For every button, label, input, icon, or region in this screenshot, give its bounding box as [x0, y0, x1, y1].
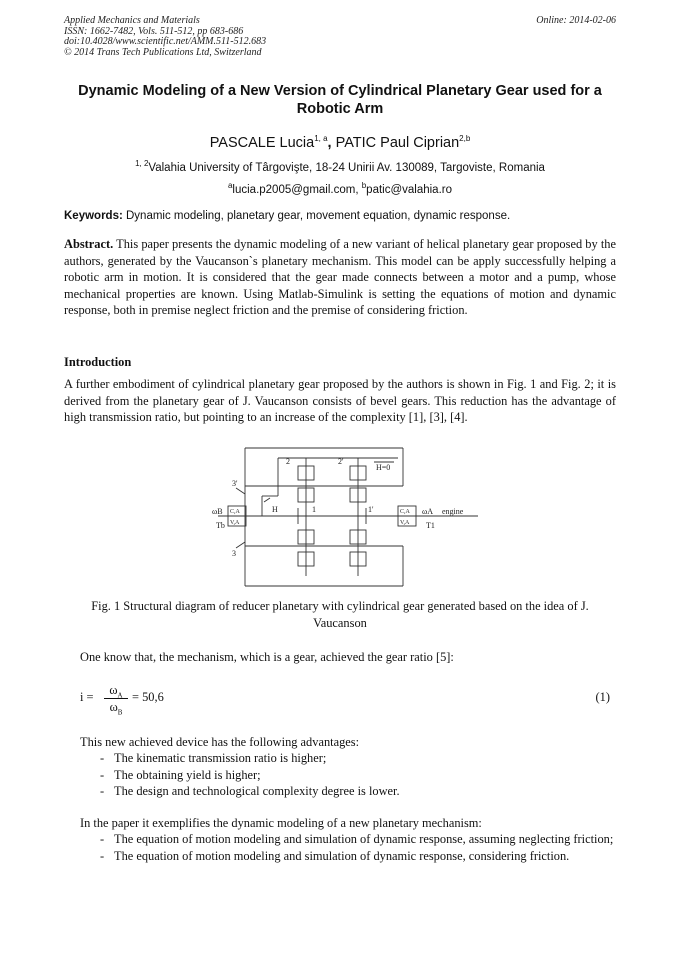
figure-1-diagram: [198, 436, 488, 594]
affiliation: [64, 157, 616, 175]
equation-num-symbol: ω: [109, 683, 118, 697]
equation-lhs: i =: [80, 690, 94, 704]
section-heading-introduction: Introduction: [64, 355, 132, 369]
journal-issn: ISSN: 1662-7482, Vols. 511-512, pp 683-686: [64, 25, 244, 37]
equation-number: (1): [595, 690, 610, 704]
equation-fraction: [104, 682, 128, 715]
fig-label-wb: ωB: [212, 507, 223, 516]
equation-den-sub: B: [117, 708, 123, 717]
equation-num-sub: A: [117, 691, 123, 700]
fig-label-2p: 2': [338, 457, 344, 466]
email-b-sup: b: [361, 181, 367, 190]
list-item: - The obtaining yield is higher;: [100, 767, 616, 784]
figure-1-caption: Fig. 1 Structural diagram of reducer planetary with cylindrical gear generated based on the idea of J. Vaucanson: [91, 599, 589, 630]
fig-label-3p: 3': [232, 479, 238, 488]
fig-label-engine: engine: [442, 507, 464, 516]
affiliation-sup: 1, 2: [135, 159, 149, 168]
author-2-sup: 2,b: [459, 134, 471, 143]
email-a-sup: a: [227, 181, 233, 190]
abstract-text: This paper presents the dynamic modeling of a new variant of helical planetary gear proposed by the authors, generated by the Vaucanson`s planetary mechanism. This model can be apply successfully helping a robotic arm in motion. It is considered that the gear made connects between a motor and a pump, whose mechanical properties are known. Using Matlab-Simulink is setting the equations of motion and dynamic response, both in premise neglect friction and the premise of considering friction.: [64, 237, 616, 318]
equation-1: [80, 682, 616, 718]
fig-label-3: 3: [232, 549, 236, 558]
equation-numerator: [104, 682, 128, 699]
advantages-intro: This new achieved device has the following advantages:: [80, 735, 360, 749]
equation-denominator: [104, 699, 128, 715]
journal-header: [64, 16, 616, 58]
author-1-sup: 1, a: [314, 134, 328, 143]
list-item: - The equation of motion modeling and simulation of dynamic response, assuming neglecting friction;: [100, 831, 616, 848]
equation-rhs: = 50,6: [132, 690, 164, 704]
fig-label-wa: ωA: [422, 507, 434, 516]
author-2: PATIC Paul Ciprian: [335, 134, 460, 151]
journal-doi: doi:10.4028/www.scientific.net/AMM.511-512.683: [64, 36, 267, 47]
list-item: - The design and technological complexity degree is lower.: [100, 783, 616, 800]
gear-ratio-text: One know that, the mechanism, which is a gear, achieved the gear ratio [5]:: [80, 650, 454, 664]
author-1: PASCALE Lucia: [209, 134, 315, 151]
modeling-list: [100, 831, 616, 864]
fig-label-1p: 1': [368, 505, 374, 514]
fig-label-ce-left-top: C,A: [230, 509, 240, 515]
keywords-label: Keywords:: [64, 210, 123, 222]
keywords-text: Dynamic modeling, planetary gear, movement equation, dynamic response.: [122, 210, 511, 222]
keywords: [64, 209, 616, 223]
equation-den-symbol: ω: [109, 700, 118, 714]
author-separator: ,: [327, 134, 336, 151]
list-item: - The equation of motion modeling and simulation of dynamic response, considering friction.: [100, 848, 616, 865]
introduction-text: A further embodiment of cylindrical planetary gear proposed by the authors is shown in Fig. 1 and Fig. 2; it is derived from the planetary gear of J. Vaucanson consists of bevel gears. This reduction has the advantage of high transmission ratio, but pointing to an increase of the complexity [1], [3], [4].: [64, 377, 616, 425]
fig-label-ce-right-top: C,A: [400, 509, 410, 515]
email-b[interactable]: patic@valahia.ro: [366, 183, 453, 196]
modeling-intro: In the paper it exemplifies the dynamic modeling of a new planetary mechanism:: [80, 816, 482, 830]
fig-label-2: 2: [286, 457, 290, 466]
online-date: Online: 2014-02-06: [536, 15, 616, 26]
journal-copyright: © 2014 Trans Tech Publications Ltd, Switzerland: [64, 46, 262, 58]
affiliation-text: Valahia University of Târgovişte, 18-24 Unirii Av. 130089, Targoviste, Romania: [148, 161, 545, 174]
fig-label-1: 1: [312, 505, 316, 514]
fig-label-ce-right-bot: V,A: [400, 520, 410, 526]
fig-label-t1: T1: [426, 521, 435, 530]
journal-name: Applied Mechanics and Materials: [64, 15, 200, 26]
abstract-label: Abstract.: [64, 237, 114, 251]
fig-label-ce-left-bot: V,A: [230, 520, 240, 526]
fig-label-H: H: [272, 505, 278, 514]
emails: [64, 179, 616, 197]
email-a[interactable]: lucia.p2005@gmail.com,: [232, 183, 362, 196]
fig-label-tb: Tb: [216, 521, 225, 530]
fig-label-h0: H=0: [376, 463, 391, 472]
advantages-list: [100, 750, 616, 800]
paper-title: Dynamic Modeling of a New Version of Cylindrical Planetary Gear used for a Robotic Arm: [78, 83, 602, 117]
list-item: - The kinematic transmission ratio is higher;: [100, 750, 616, 767]
author-line: [64, 130, 616, 152]
abstract: [64, 236, 616, 319]
